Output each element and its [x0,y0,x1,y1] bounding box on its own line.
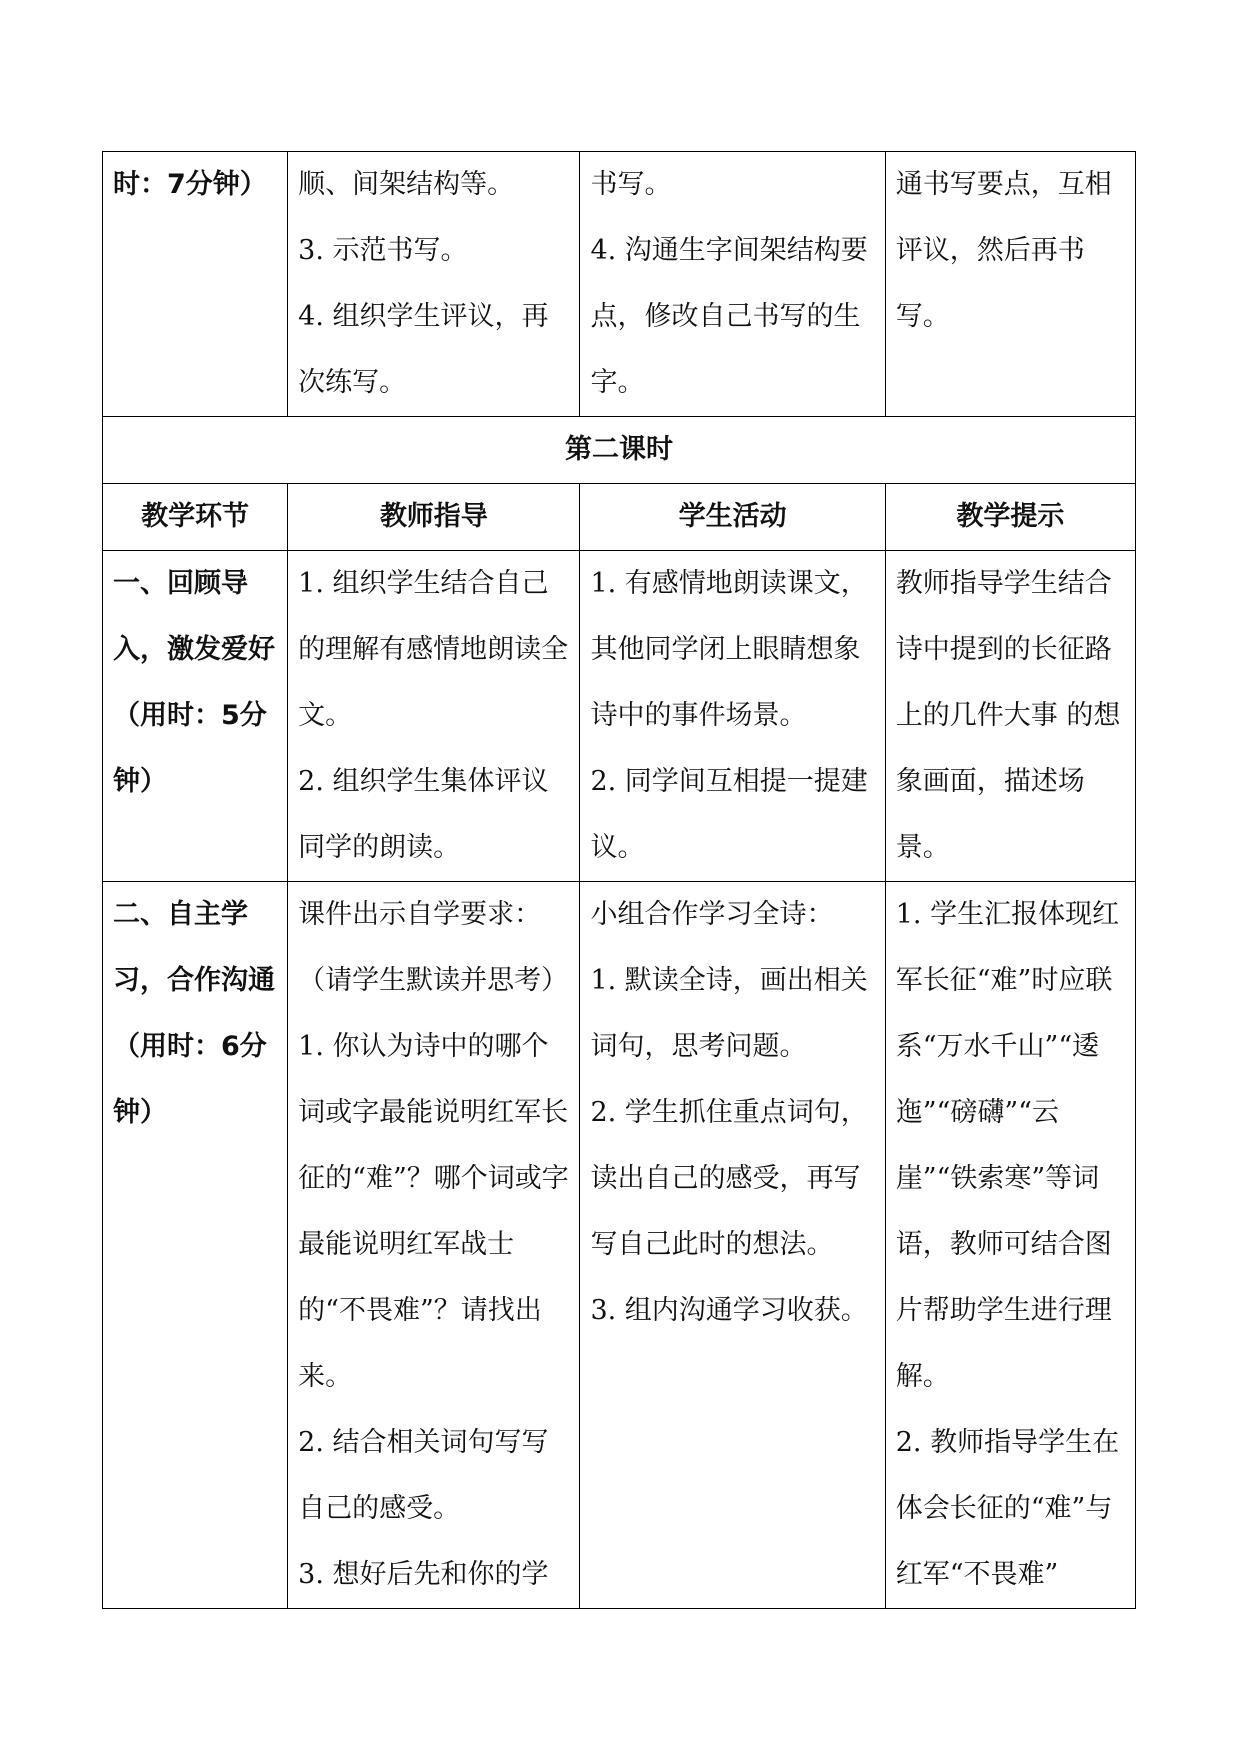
student-item: 2. 同学间互相提一提建议。 [590,766,868,863]
teacher-item: 课件出示自学要求： [298,899,542,930]
teacher-cell [288,152,580,417]
student-item: 3. 组内沟通学习收获。 [590,1295,868,1326]
tips-cell [885,551,1135,882]
teacher-item: 顺、间架结构等。 [298,169,515,200]
tips-item: 教师指导学生结合诗中提到的长征路上的几件大事 的想象画面，描述场景。 [895,568,1121,863]
table-row-continued [103,152,1136,417]
student-item: 2. 学生抓住重点词句，读出自己的感受，再写写自己此时的想法。 [590,1097,868,1260]
teacher-cell [288,882,580,1609]
header-tips: 教学提示 [885,484,1135,551]
teacher-item: 2. 结合相关词句写写自己的感受。 [298,1427,549,1524]
header-student: 学生活动 [580,484,885,551]
student-item: 小组合作学习全诗： [590,899,834,930]
header-teacher: 教师指导 [288,484,580,551]
tips-cell [885,152,1135,417]
teacher-item: 1. 组织学生结合自己的理解有感情地朗读全文。 [298,568,569,731]
student-item: 书写。 [590,169,672,200]
student-item: 1. 默读全诗，画出相关词句，思考问题。 [590,965,868,1062]
lesson-plan-table [102,151,1136,1609]
header-stage: 教学环节 [103,484,288,551]
stage-cell [103,551,288,882]
student-item: 1. 有感情地朗读课文，其他同学闭上眼睛想象诗中的事件场景。 [590,568,868,731]
teacher-item: 2. 组织学生集体评议同学的朗读。 [298,766,549,863]
student-cell [580,152,885,417]
student-cell [580,551,885,882]
teacher-item: 4. 组织学生评议，再次练写。 [298,301,549,398]
table-row [103,551,1136,882]
tips-item: 2. 教师指导学生在体会长征的“难”与红军“不畏难” [895,1427,1120,1590]
section-title: 第二课时 [103,417,1136,484]
table-row [103,882,1136,1609]
section-title-row [103,417,1136,484]
tips-item: 通书写要点，互相评议，然后再书写。 [895,169,1112,332]
student-item: 4. 沟通生字间架结构要点，修改自己书写的生字。 [590,235,868,398]
teacher-item: 3. 想好后先和你的学 [298,1559,549,1590]
stage-text: 时：7分钟） [113,169,267,200]
teacher-item: 3. 示范书写。 [298,235,468,266]
tips-item: 1. 学生汇报体现红军长征“难”时应联系“万水千山”“逶迤”“磅礴”“云崖”“铁索寒”等词语，教师可结合图片帮助学生进行理解。 [895,899,1120,1392]
header-row [103,484,1136,551]
stage-cell [103,882,288,1609]
teacher-item: 1. 你认为诗中的哪个词或字最能说明红军长征的“难”？哪个词或字最能说明红军战士的“不畏难”？请找出来。 [298,1031,569,1392]
student-cell [580,882,885,1609]
teacher-cell [288,551,580,882]
stage-text: 二、自主学习，合作沟通（用时：6分钟） [113,899,275,1128]
stage-cell [103,152,288,417]
tips-cell [885,882,1135,1609]
teacher-item: （请学生默读并思考） [298,965,569,996]
stage-text: 一、回顾导入，激发爱好（用时：5分钟） [113,568,275,797]
